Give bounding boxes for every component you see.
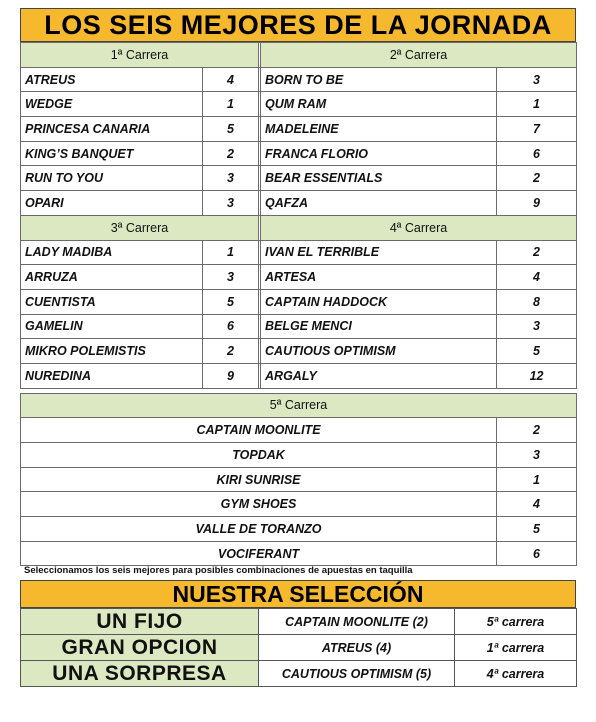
horse-name: MADELEINE — [261, 117, 497, 142]
horse-name: ATREUS — [21, 67, 203, 92]
races-table — [20, 42, 577, 566]
horse-name: BELGE MENCI — [261, 314, 497, 339]
selection-label: GRAN OPCION — [21, 635, 259, 661]
table-row — [21, 339, 577, 364]
table-row — [21, 467, 577, 492]
horse-name: MIKRO POLEMISTIS — [21, 339, 203, 364]
horse-name: GAMELIN — [21, 314, 203, 339]
horse-name: CAPTAIN MOONLITE — [21, 418, 497, 443]
selection-table — [20, 608, 577, 687]
horse-number: 2 — [497, 240, 577, 265]
horse-name: CAPTAIN HADDOCK — [261, 289, 497, 314]
horse-name: NUREDINA — [21, 363, 203, 388]
horse-number: 1 — [497, 92, 577, 117]
horse-number: 4 — [497, 265, 577, 290]
horse-number: 2 — [497, 418, 577, 443]
horse-number: 8 — [497, 289, 577, 314]
horse-number: 6 — [497, 141, 577, 166]
horse-name: OPARI — [21, 191, 203, 216]
horse-name: LADY MADIBA — [21, 240, 203, 265]
horse-name: BEAR ESSENTIALS — [261, 166, 497, 191]
selection-row — [21, 609, 577, 635]
horse-name: TOPDAK — [21, 443, 497, 468]
horse-number: 3 — [203, 166, 259, 191]
horse-name: RUN TO YOU — [21, 166, 203, 191]
race-header-3: 3ª Carrera — [21, 215, 259, 240]
horse-number: 3 — [203, 265, 259, 290]
horse-name: GYM SHOES — [21, 492, 497, 517]
table-row — [21, 141, 577, 166]
selection-title: NUESTRA SELECCIÓN — [20, 580, 576, 608]
horse-name: ARTESA — [261, 265, 497, 290]
table-row — [21, 117, 577, 142]
horse-number: 1 — [497, 467, 577, 492]
horse-number: 4 — [497, 492, 577, 517]
horse-number: 9 — [203, 363, 259, 388]
horse-name: KIRI SUNRISE — [21, 467, 497, 492]
table-row — [21, 517, 577, 542]
horse-number: 3 — [203, 191, 259, 216]
horse-number: 9 — [497, 191, 577, 216]
horse-name: QUM RAM — [261, 92, 497, 117]
horse-name: ARRUZA — [21, 265, 203, 290]
horse-number: 2 — [497, 166, 577, 191]
horse-number: 1 — [203, 92, 259, 117]
table-row — [21, 67, 577, 92]
horse-name: FRANCA FLORIO — [261, 141, 497, 166]
selection-row — [21, 635, 577, 661]
horse-name: VALLE DE TORANZO — [21, 517, 497, 542]
table-row — [21, 265, 577, 290]
table-row — [21, 541, 577, 566]
table-row — [21, 240, 577, 265]
horse-number: 5 — [497, 517, 577, 542]
horse-name: VOCIFERANT — [21, 541, 497, 566]
horse-name: QAFZA — [261, 191, 497, 216]
horse-number: 5 — [203, 289, 259, 314]
selection-label: UNA SORPRESA — [21, 661, 259, 687]
selection-race: 5ª carrera — [455, 609, 577, 635]
selection-label: UN FIJO — [21, 609, 259, 635]
horse-number: 3 — [497, 314, 577, 339]
table-row — [21, 363, 577, 388]
table-row — [21, 191, 577, 216]
horse-number: 6 — [497, 541, 577, 566]
table-row — [21, 443, 577, 468]
race-header-2: 2ª Carrera — [261, 43, 577, 68]
page-title: LOS SEIS MEJORES DE LA JORNADA — [20, 8, 576, 42]
horse-number: 3 — [497, 443, 577, 468]
horse-name: ARGALY — [261, 363, 497, 388]
horse-number: 5 — [203, 117, 259, 142]
horse-name: KING’S BANQUET — [21, 141, 203, 166]
horse-name: PRINCESA CANARIA — [21, 117, 203, 142]
race-header-5: 5ª Carrera — [21, 393, 577, 418]
horse-number: 5 — [497, 339, 577, 364]
horse-number: 3 — [497, 67, 577, 92]
selection-race: 1ª carrera — [455, 635, 577, 661]
horse-name: WEDGE — [21, 92, 203, 117]
selection-pick: ATREUS (4) — [259, 635, 455, 661]
selection-row — [21, 661, 577, 687]
horse-name: CUENTISTA — [21, 289, 203, 314]
horse-number: 1 — [203, 240, 259, 265]
table-row — [21, 166, 577, 191]
selection-pick: CAPTAIN MOONLITE (2) — [259, 609, 455, 635]
table-row — [21, 314, 577, 339]
selection-note: Seleccionamos los seis mejores para posibles combinaciones de apuestas en taquilla — [24, 565, 413, 576]
horse-name: BORN TO BE — [261, 67, 497, 92]
table-row — [21, 418, 577, 443]
table-row — [21, 492, 577, 517]
selection-race: 4ª carrera — [455, 661, 577, 687]
table-row — [21, 92, 577, 117]
horse-number: 4 — [203, 67, 259, 92]
horse-number: 6 — [203, 314, 259, 339]
table-row — [21, 289, 577, 314]
selection-pick: CAUTIOUS OPTIMISM (5) — [259, 661, 455, 687]
horse-number: 2 — [203, 339, 259, 364]
horse-name: CAUTIOUS OPTIMISM — [261, 339, 497, 364]
race-header-1: 1ª Carrera — [21, 43, 259, 68]
horse-number: 2 — [203, 141, 259, 166]
horse-number: 7 — [497, 117, 577, 142]
race-header-4: 4ª Carrera — [261, 215, 577, 240]
horse-number: 12 — [497, 363, 577, 388]
horse-name: IVAN EL TERRIBLE — [261, 240, 497, 265]
